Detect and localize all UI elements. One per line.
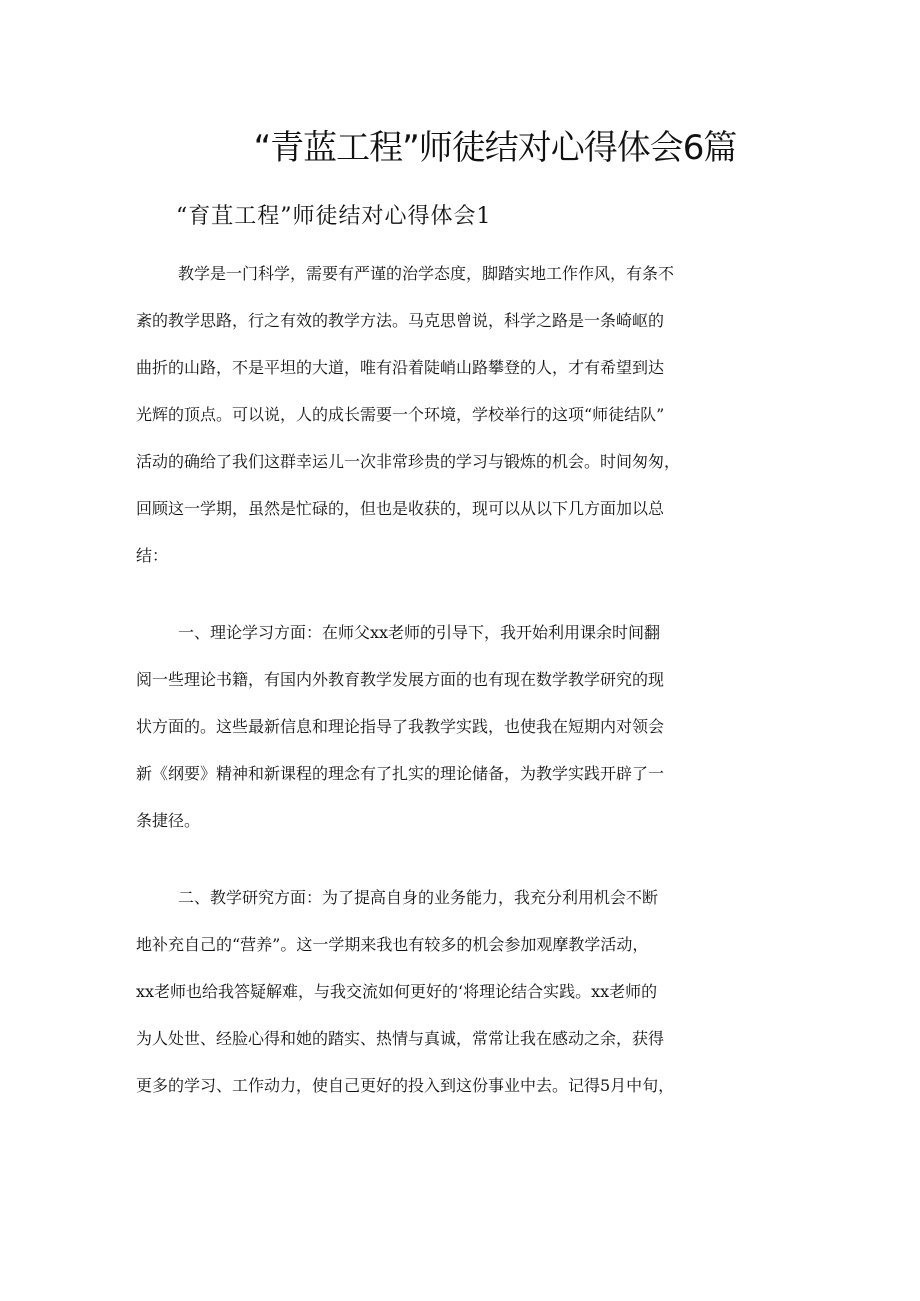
document-body — [136, 256, 800, 1115]
paragraph-line: 教学是一门科学，需要有严谨的治学态度，脚踏实地工作作风，有条不 — [178, 264, 675, 283]
paragraph-line: 更多的学习、工作动力，使自己更好的投入到这份事业中去。记得5月中旬， — [136, 1076, 675, 1095]
paragraph-line: 新《纲要》精神和新课程的理念有了扎实的理论储备，为教学实践开辟了一 — [136, 764, 665, 783]
paragraph-line: 阅一些理论书籍，有国内外教育教学发展方面的也有现在数学教学研究的现 — [136, 670, 665, 689]
paragraph-line: 光辉的顶点。可以说，人的成长需要一个环境，学校举行的这项“师徒结队” — [136, 405, 665, 424]
document-title: “青蓝工程”师徒结对心得体会6篇 — [253, 128, 737, 168]
paragraph-line: 条捷径。 — [136, 811, 201, 830]
paragraph-line: 紊的教学思路，行之有效的教学方法。马克思曾说，科学之路是一条崎岖的 — [136, 311, 665, 330]
paragraph-1 — [136, 256, 800, 585]
paragraph-line: 为人处世、经脸心得和她的踏实、热情与真诚，常常让我在感动之余，获得 — [136, 1029, 665, 1048]
paragraph-line: 地补充自己的“营养”。这一学期来我也有较多的机会参加观摩教学活动， — [136, 935, 649, 954]
paragraph-line: 结： — [136, 546, 169, 565]
paragraph-2 — [136, 615, 800, 850]
paragraph-line: 二、教学研究方面：为了提高自身的业务能力，我充分利用机会不断 — [178, 888, 659, 907]
paragraph-3 — [136, 880, 800, 1115]
paragraph-line: 曲折的山路，不是平坦的大道，唯有沿着陡峭山路攀登的人，才有希望到达 — [136, 358, 665, 377]
section-title: “育苴工程”师徒结对心得体会1 — [176, 204, 492, 229]
paragraph-line: xx老师也给我答疑解难，与我交流如何更好的‘将理论结合实践。xx老师的 — [136, 982, 658, 1001]
paragraph-line: 一、理论学习方面：在师父xx老师的引导下，我开始利用课余时间翻 — [178, 623, 661, 642]
paragraph-line: 回顾这一学期，虽然是忙碌的，但也是收获的，现可以从以下几方面加以总 — [136, 499, 665, 518]
paragraph-line: 状方面的。这些最新信息和理论指导了我教学实践，也使我在短期内对领会 — [136, 717, 665, 736]
paragraph-line: 活动的确给了我们这群幸运儿一次非常珍贵的学习与锻炼的机会。时间匆匆， — [136, 452, 681, 471]
